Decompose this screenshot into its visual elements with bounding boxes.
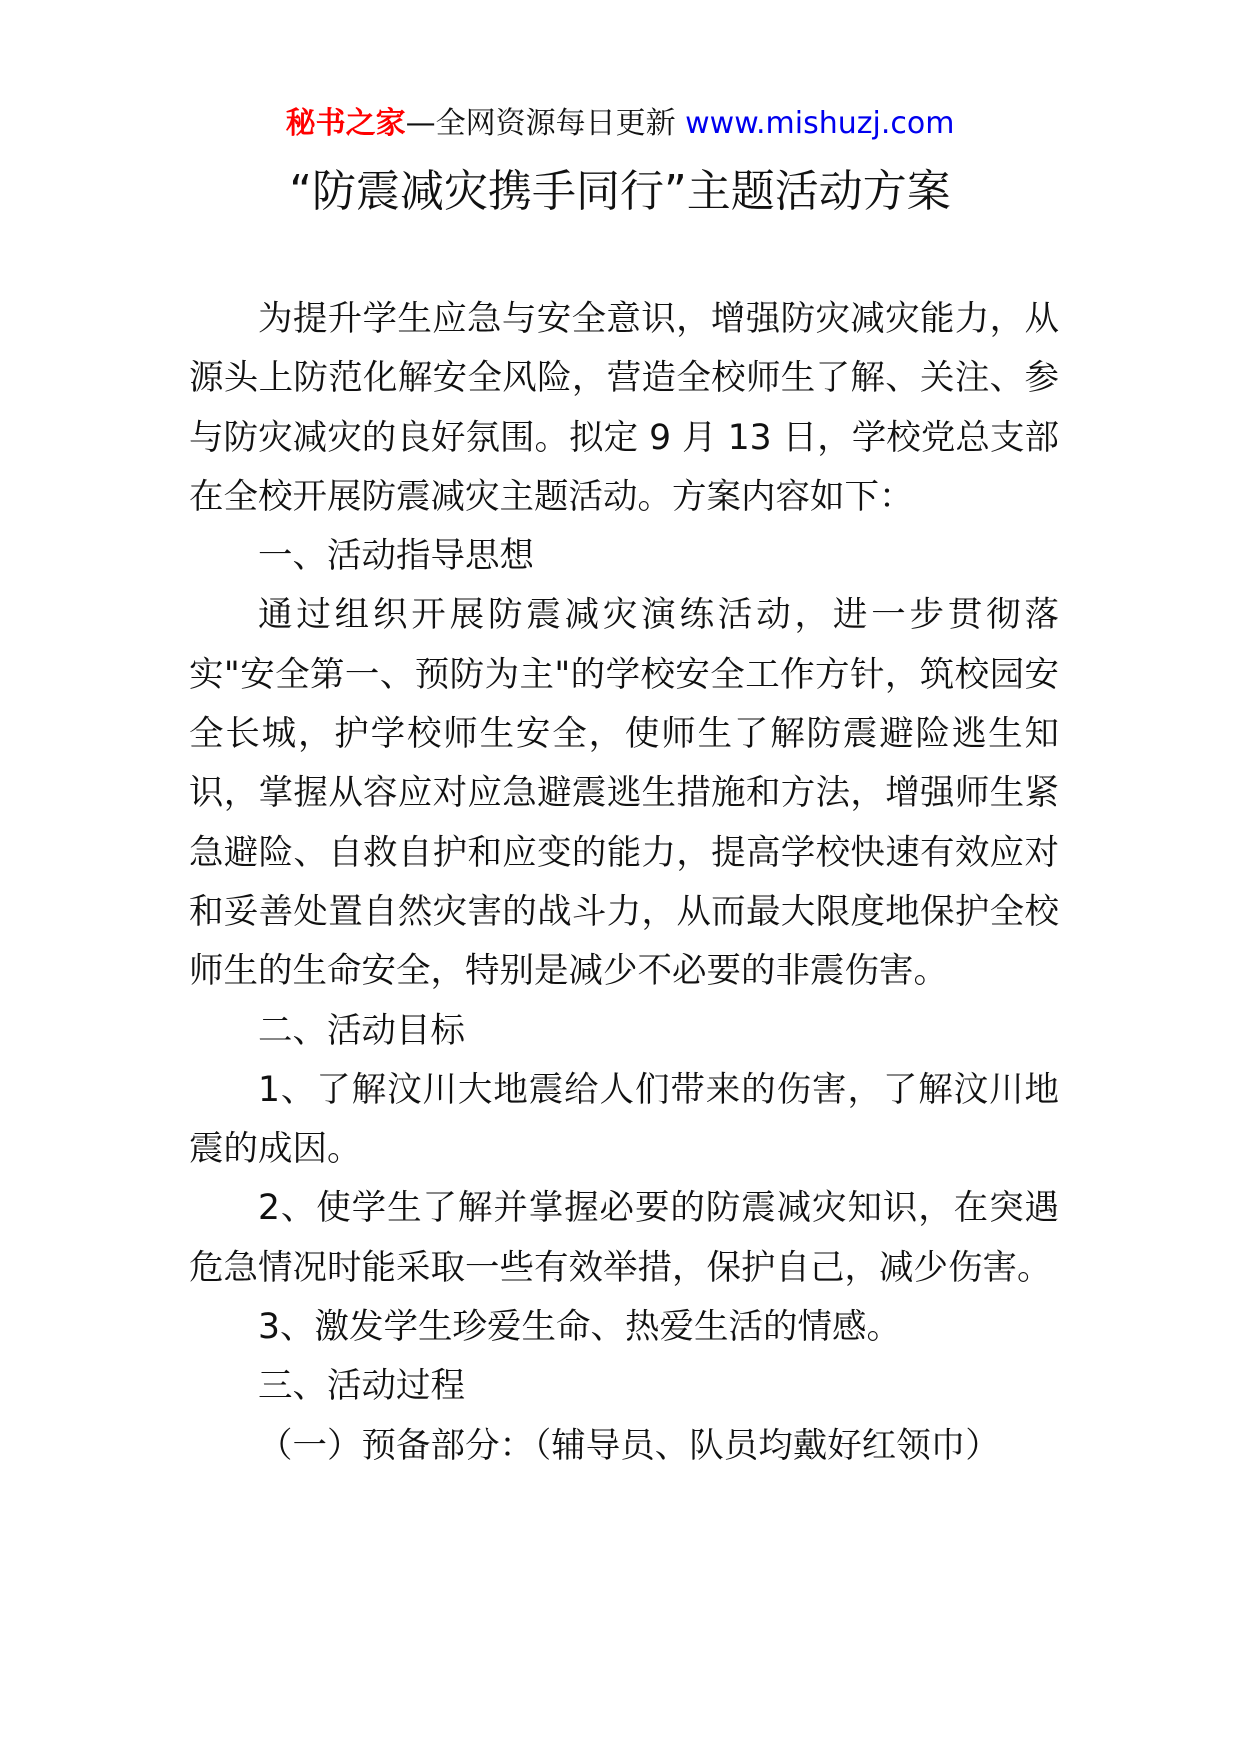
goal-item: 1、了解汶川大地震给人们带来的伤害，了解汶川地震的成因。: [189, 1069, 1059, 1170]
site-url-link[interactable]: www.mishuzj.com: [685, 106, 955, 141]
header-tagline: —全网资源每日更新: [405, 106, 676, 141]
subsection-heading: （一）预备部分：（辅导员、队员均戴好红领巾）: [258, 1425, 1000, 1466]
goal-item: 2、使学生了解并掌握必要的防震减灾知识，在突遇危急情况时能采取一些有效举措，保护自己，减少伤害。: [189, 1188, 1059, 1288]
section-heading: 三、活动过程: [258, 1366, 465, 1407]
document-body: [189, 290, 1059, 1476]
watermark-header: [0, 102, 1240, 146]
document-title: “防震减灾携手同行”主题活动方案: [289, 166, 951, 217]
goal-item: 3、激发学生珍爱生命、热爱生活的情感。: [258, 1307, 901, 1348]
intro-paragraph: 为提升学生应急与安全意识，增强防灾减灾能力，从源头上防范化解安全风险，营造全校师生了解、关注、参与防灾减灾的良好氛围。拟定 9 月 13 日，学校党总支部在全校开展防震减灾主题活动。方案内容如下：: [189, 299, 1059, 517]
brand-name: 秘书之家: [285, 106, 406, 141]
section-heading: 二、活动目标: [258, 1010, 465, 1051]
section-heading: 一、活动指导思想: [258, 536, 534, 577]
guiding-ideology-paragraph: 通过组织开展防震减灾演练活动，进一步贯彻落实"安全第一、预防为主"的学校安全工作方针，筑校园安全长城，护学校师生安全，使师生了解防震避险逃生知识，掌握从容应对应急避震逃生措施和方法，增强师生紧急避险、自救自护和应变的能力，提高学校快速有效应对和妥善处置自然灾害的战斗力，从而最大限度地保护全校师生的生命安全，特别是减少不必要的非震伤害。: [189, 595, 1059, 992]
